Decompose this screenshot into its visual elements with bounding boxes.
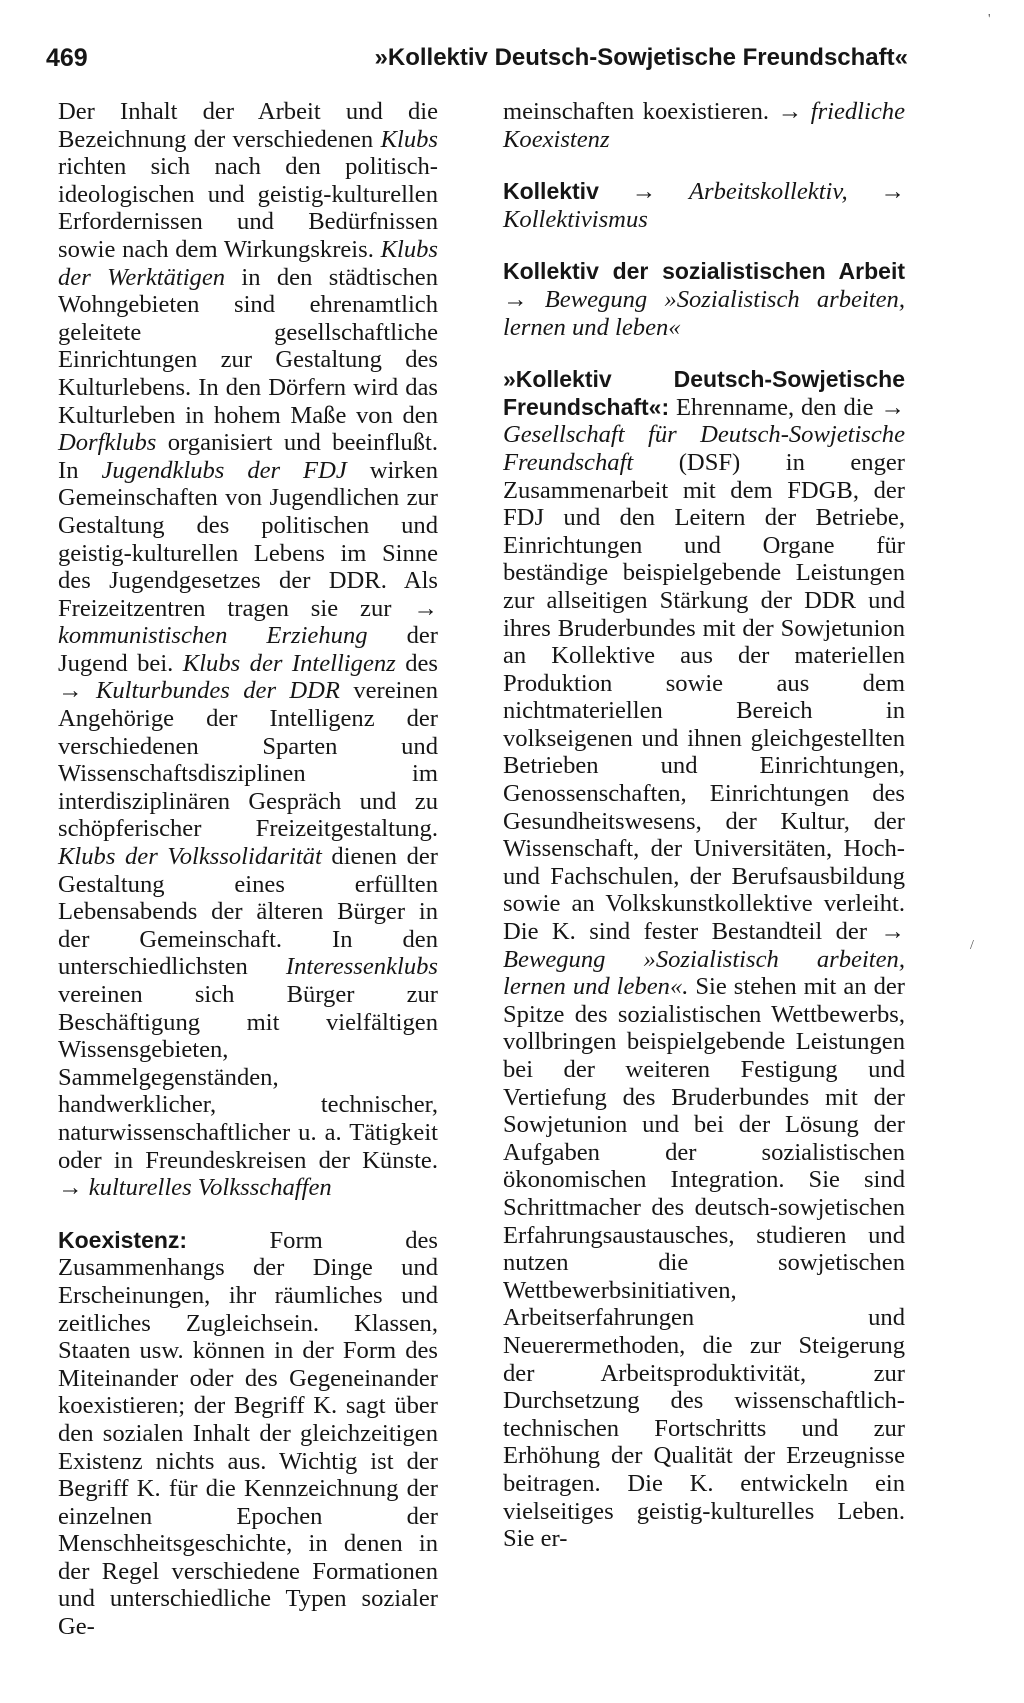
- entry-kollektiv-sozialistische-arbeit: [503, 258, 905, 341]
- entry-text: in den städtischen Wohngebieten sind ehrenamtlich geleitete gesellschaftliche Einrichtungen zur Gestaltung des Kulturlebens. In den Dörfern wird das Kulturleben in hohem Maße von den: [58, 263, 438, 429]
- emphasis-term: Klubs der Intelligenz: [182, 649, 396, 677]
- entry-text: der Jugend bei.: [58, 622, 438, 677]
- emphasis-term: Jugendklubs der FDJ: [101, 456, 347, 484]
- cross-reference-link[interactable]: Bewegung »Sozialistisch arbeiten, lernen und leben«.: [503, 945, 905, 1001]
- entry-headword: Kollektiv: [503, 178, 599, 205]
- entry-text: dienen der Gestaltung eines erfüllten Lebensabends der älteren Bürger in der Gemeinschaft. In den unterschiedlichsten: [58, 843, 438, 981]
- emphasis-term: Dorfklubs: [58, 429, 157, 457]
- entry-koexistenz-continued: [503, 98, 905, 153]
- cross-reference-link[interactable]: kommunistischen Erziehung: [58, 622, 368, 650]
- cross-reference-link[interactable]: Arbeitskollektiv,: [688, 178, 848, 206]
- entry-text: richten sich nach den politisch-ideologischen und geistig-kulturellen Erfordernissen und Bedürfnissen sowie nach dem Wirkungskreis.: [58, 153, 438, 263]
- cross-reference-arrow-icon: →: [413, 594, 438, 622]
- emphasis-term: Klubs: [380, 125, 438, 153]
- cross-reference-arrow-icon: →: [503, 285, 528, 313]
- entry-text: vereinen Angehörige der Intelligenz der verschiedenen Sparten und Wissenschaftsdisziplinen im interdisziplinären Gespräch und zu schöpferischer Freizeitgestaltung.: [58, 677, 438, 843]
- entry-text: Der Inhalt der Arbeit und die Bezeichnung der verschiedenen: [58, 98, 438, 153]
- entry-koexistenz: [58, 1227, 438, 1641]
- emphasis-term: Klubs der Volkssolidarität: [58, 843, 322, 871]
- cross-reference-link[interactable]: friedliche Koexistenz: [503, 98, 905, 153]
- entry-text: wirken Gemeinschaften von Jugendlichen zur Gestaltung des politischen und geistig-kulturellen Lebens im Sinne des Jugendgesetzes der DDR. Als Freizeitzentren tragen sie zur: [58, 456, 438, 622]
- emphasis-term: Interessenklubs: [285, 953, 438, 981]
- entry-text: (DSF) in enger Zusammenarbeit mit dem FDGB, der FDJ und den Leitern der Betriebe, Einrichtungen und Organe für beständige beispielgebende Leistungen zur allseitigen Stärkung der DDR und ihres Bruderbundes mit der Sowjetunion an Kollektive aus der materiellen Produktion sowie aus dem nichtmateriellen Bereich in volkseigenen und ihnen gleichgestellten Betrieben und Einrichtungen, Genossenschaften, Einrichtungen des Gesundheitswesens, der Kultur, der Wissenschaft, der Universitäten, Hoch- und Fachschulen, der Berufsausbildung sowie an Volkskunstkollektive verleiht. Die K. sind fester Bestandteil der: [503, 448, 905, 946]
- cross-reference-link[interactable]: Kulturbundes der DDR: [95, 677, 340, 705]
- cross-reference-arrow-icon: →: [58, 677, 83, 705]
- cross-reference-link[interactable]: Bewegung »Sozialistisch arbeiten, lernen und leben«: [503, 285, 905, 341]
- cross-reference-arrow-icon: →: [880, 178, 905, 206]
- entry-headword: Koexistenz:: [58, 1226, 188, 1253]
- right-column: [503, 98, 905, 1553]
- entry-headword: »Kollektiv Deutsch-Sowjetische Freundschaft«:: [503, 366, 905, 420]
- scan-speck: ': [988, 12, 991, 27]
- entry-text: des: [395, 649, 438, 677]
- entry-text: Sie stehen mit an der Spitze des sozialistischen Wettbewerbs, vollbringen beispielgebende Leistungen bei der weiteren Festigung und Vertiefung des Bruderbundes mit der Sowjetunion und bei der Lösung der Aufgaben der sozialistischen ökonomischen Integration. Sie sind Schrittmacher des deutsch-sowjetischen Erfahrungsaustausches, studieren und nutzen die sowjetischen Wettbewerbsinitiativen, Arbeitserfahrungen und Neuerermethoden, die zur Steigerung der Arbeitsproduktivität, zur Durchsetzung des wissenschaftlich-technischen Fortschritts und zur Erhöhung der Qualität der Erzeugnisse beitragen. Die K. entwickeln ein vielseitiges geistig-kulturelles Leben. Sie er-: [503, 973, 905, 1553]
- entry-kollektiv-dsf: [503, 366, 905, 1553]
- cross-reference-arrow-icon: →: [631, 178, 657, 206]
- running-head: »Kollektiv Deutsch-Sowjetische Freundschaft«: [374, 44, 908, 71]
- scan-speck: /: [970, 938, 974, 953]
- emphasis-term: Klubs der Werktätigen: [58, 235, 438, 291]
- cross-reference-link[interactable]: kulturelles Volksschaffen: [88, 1174, 332, 1202]
- entry-text: meinschaften koexistieren.: [503, 98, 778, 125]
- page-header: [46, 44, 908, 84]
- entry-text: Ehrenname, den die: [669, 393, 881, 421]
- entry-kollektiv: [503, 178, 905, 233]
- cross-reference-arrow-icon: →: [58, 1174, 83, 1202]
- cross-reference-arrow-icon: →: [880, 918, 905, 946]
- cross-reference-arrow-icon: →: [777, 98, 803, 125]
- left-column: [58, 98, 438, 1641]
- page-number: 469: [46, 44, 88, 72]
- entry-headword: Kollektiv der sozialistischen Arbeit: [503, 258, 905, 285]
- cross-reference-link[interactable]: Gesellschaft für Deutsch-Sowjetische Freundschaft: [503, 421, 905, 476]
- entry-klubs-continued: [58, 98, 438, 1202]
- cross-reference-link[interactable]: Kollektivismus: [503, 205, 648, 233]
- entry-text: vereinen sich Bürger zur Beschäftigung mit vielfältigen Wissensgebieten, Sammelgegenständen, handwerklicher, technischer, naturwissenschaftlicher u. a. Tätigkeit oder in Freundeskreisen der Künste.: [58, 981, 438, 1174]
- entry-text: Form des Zusammenhangs der Dinge und Erscheinungen, ihr räumliches und zeitliches Zugleichsein. Klassen, Staaten usw. können in der Form des Miteinander oder des Gegeneinander koexistieren; der Begriff K. sagt über den sozialen Inhalt der gleichzeitigen Existenz nichts aus. Wichtig ist der Begriff K. für die Kennzeichnung der einzelnen Epochen der Menschheitsgeschichte, in denen in der Regel verschiedene Formationen und unterschiedliche Typen sozialer Ge-: [58, 1226, 438, 1641]
- entry-text: organisiert und beeinflußt. In: [58, 429, 438, 484]
- cross-reference-arrow-icon: →: [880, 393, 905, 421]
